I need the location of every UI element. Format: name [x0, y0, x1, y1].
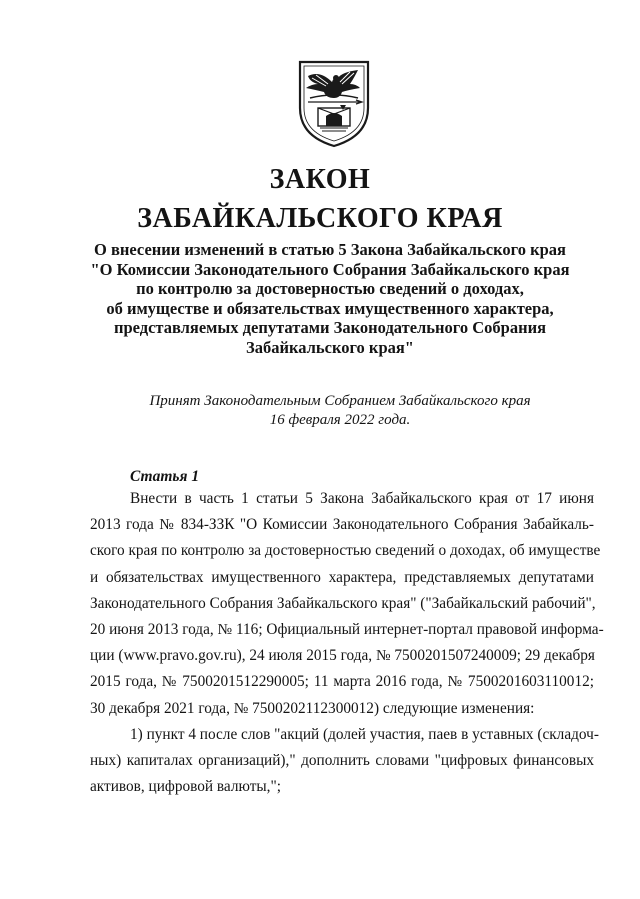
law-subject — [60, 240, 600, 357]
paragraph-line: ского края по контролю за достоверностью сведений о доходах, об имуществе — [90, 542, 601, 560]
amendment-line: ных) капиталах организаций)," дополнить словами "цифровых финансовых — [90, 751, 594, 769]
paragraph-line: 30 декабря 2021 года, № 7500202112300012) следующие изменения: — [90, 699, 535, 717]
coat-of-arms-icon — [296, 58, 372, 148]
paragraph-line: и обязательствах имущественного характера, представляемых депутатами — [90, 568, 594, 586]
amendment-line: 1) пункт 4 после слов "акций (долей участия, паев в уставных (складоч- — [130, 725, 599, 743]
subject-line: по контролю за достоверностью сведений о доходах, — [136, 279, 524, 298]
adoption-line: Принят Законодательным Собранием Забайкальского края — [149, 393, 531, 409]
subject-line: представляемых депутатами Законодательного Собрания — [113, 318, 547, 337]
paragraph-line: 2015 года, № 7500201512290005; 11 марта 2016 года, № 7500201603110012; — [90, 673, 594, 691]
subject-line: "О Комиссии Законодательного Собрания Забайкальского края — [90, 259, 570, 279]
adoption-date: 16 февраля 2022 года. — [269, 412, 411, 428]
paragraph-line: Законодательного Собрания Забайкальского края" ("Забайкальский рабочий", — [90, 594, 596, 612]
article-heading: Статья 1 — [130, 468, 200, 485]
subject-line: об имуществе и обязательствах имущественного характера, — [106, 298, 554, 318]
law-region: ЗАБАЙКАЛЬСКОГО КРАЯ — [137, 203, 503, 234]
paragraph-line: ции (www.pravo.gov.ru), 24 июля 2015 года, № 7500201507240009; 29 декабря — [90, 647, 595, 665]
paragraph-line: Внести в часть 1 статьи 5 Закона Забайкальского края от 17 июня — [130, 490, 594, 507]
subject-line: О внесении изменений в статью 5 Закона Забайкальского края — [94, 240, 566, 259]
amendment-line: активов, цифровой валюты,"; — [90, 778, 281, 796]
law-title: ЗАКОН — [269, 164, 371, 195]
paragraph-line: 20 июня 2013 года, № 116; Официальный интернет-портал правовой информа- — [90, 620, 604, 638]
subject-line: Забайкальского края" — [246, 337, 414, 357]
paragraph-line: 2013 года № 834-ЗЗК "О Комиссии Законодательного Собрания Забайкаль- — [90, 516, 594, 534]
article-body — [90, 486, 604, 800]
adoption-note — [60, 392, 620, 430]
